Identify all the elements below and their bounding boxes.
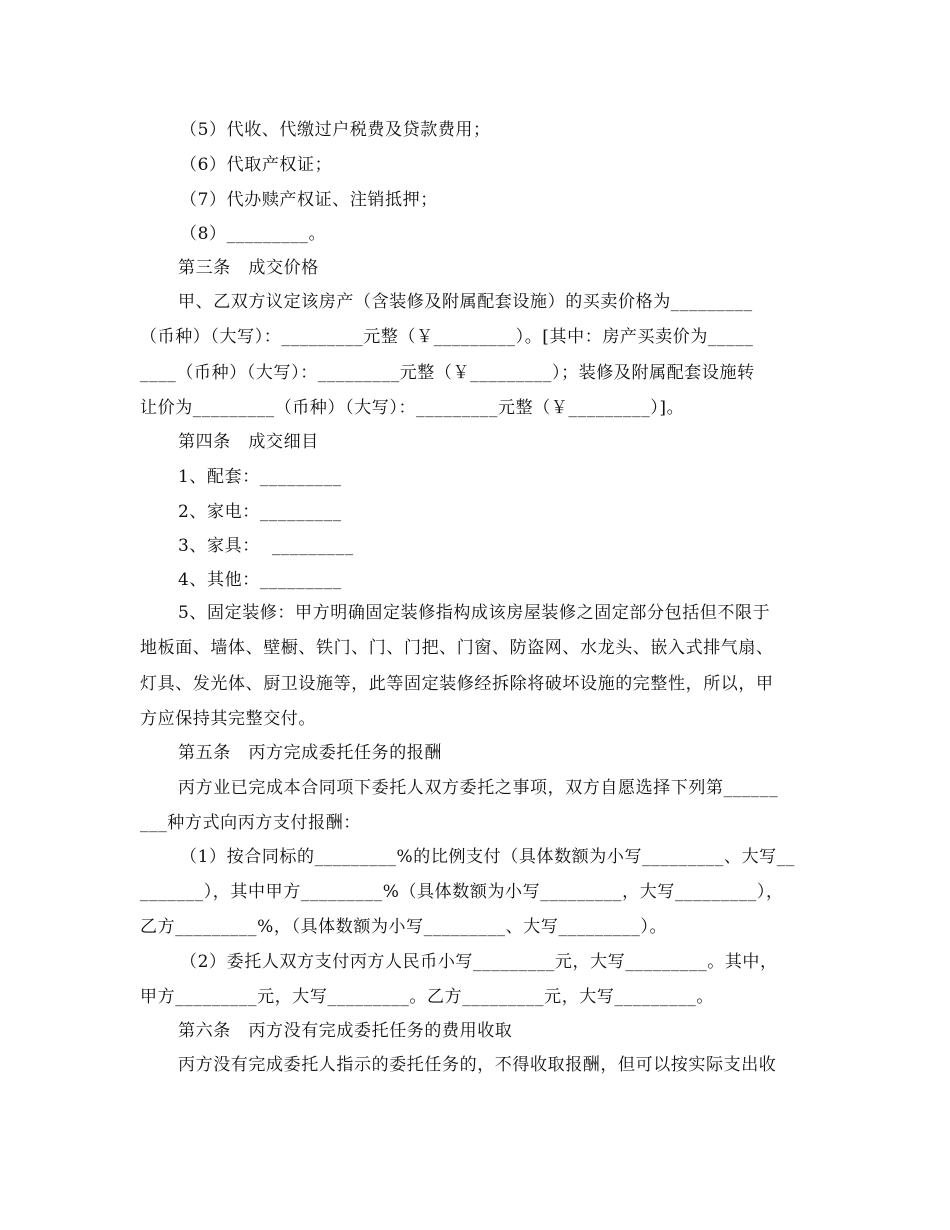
list-item: 4、其他：_________: [178, 570, 342, 590]
paragraph-line: 让价为_________（币种）（大写）：_________元整（￥_________）]。: [140, 398, 685, 418]
paragraph-line: _______），其中甲方_________%（具体数额为小写_________，大写_________），: [140, 882, 784, 902]
paragraph-line: 灯具、发光体、厨卫设施等，此等固定装修经拆除将破坏设施的完整性，所以，甲: [140, 674, 774, 694]
list-item: 1、配套：_________: [178, 467, 342, 487]
paragraph-line: （币种）（大写）：_________元整（￥_________）。[其中：房产买卖价为_____: [140, 327, 754, 347]
paragraph-line: 甲方_________元，大写_________。乙方_________元，大写_________。: [140, 987, 714, 1007]
article-3-heading: 第三条 成交价格: [178, 258, 319, 278]
paragraph-line: （1）按合同标的_________%的比例支付（具体数额为小写_________、大写__: [180, 847, 795, 867]
paragraph-line: 丙方业已完成本合同项下委托人双方委托之事项，双方自愿选择下列第______: [178, 778, 779, 798]
list-item-8: （8）_________。: [180, 224, 327, 244]
paragraph-line: 5、固定装修：甲方明确固定装修指构成该房屋装修之固定部分包括但不限于: [178, 603, 771, 623]
list-item: 2、家电：_________: [178, 502, 342, 522]
paragraph-line: 乙方_________%，（具体数额为小写_________、大写_________）。: [140, 917, 668, 937]
paragraph-line: （2）委托人双方支付丙方人民币小写_________元，大写_________。其中，: [180, 952, 778, 972]
list-item-5: （5）代收、代缴过户税费及贷款费用；: [180, 120, 491, 140]
paragraph-line: ___种方式向丙方支付报酬：: [140, 813, 361, 833]
paragraph-line: 方应保持其完整交付。: [140, 709, 316, 729]
paragraph-line: 地板面、墙体、壁橱、铁门、门、门把、门窗、防盗网、水龙头、嵌入式排气扇、: [140, 638, 774, 658]
list-item: 3、家具： _________: [178, 536, 354, 556]
article-6-heading: 第六条 丙方没有完成委托任务的费用收取: [178, 1021, 513, 1041]
article-5-heading: 第五条 丙方完成委托任务的报酬: [178, 743, 442, 763]
article-4-heading: 第四条 成交细目: [178, 432, 319, 452]
paragraph-line: ____（币种）（大写）：_________元整（￥_________）；装修及附属配套设施转: [140, 363, 755, 383]
paragraph-line: 丙方没有完成委托人指示的委托任务的，不得收取报酬，但可以按实际支出收: [178, 1055, 777, 1075]
paragraph-line: 甲、乙双方议定该房产（含装修及附属配套设施）的买卖价格为_________: [178, 292, 753, 312]
list-item-6: （6）代取产权证；: [180, 155, 333, 175]
list-item-7: （7）代办赎产权证、注销抵押；: [180, 190, 438, 210]
